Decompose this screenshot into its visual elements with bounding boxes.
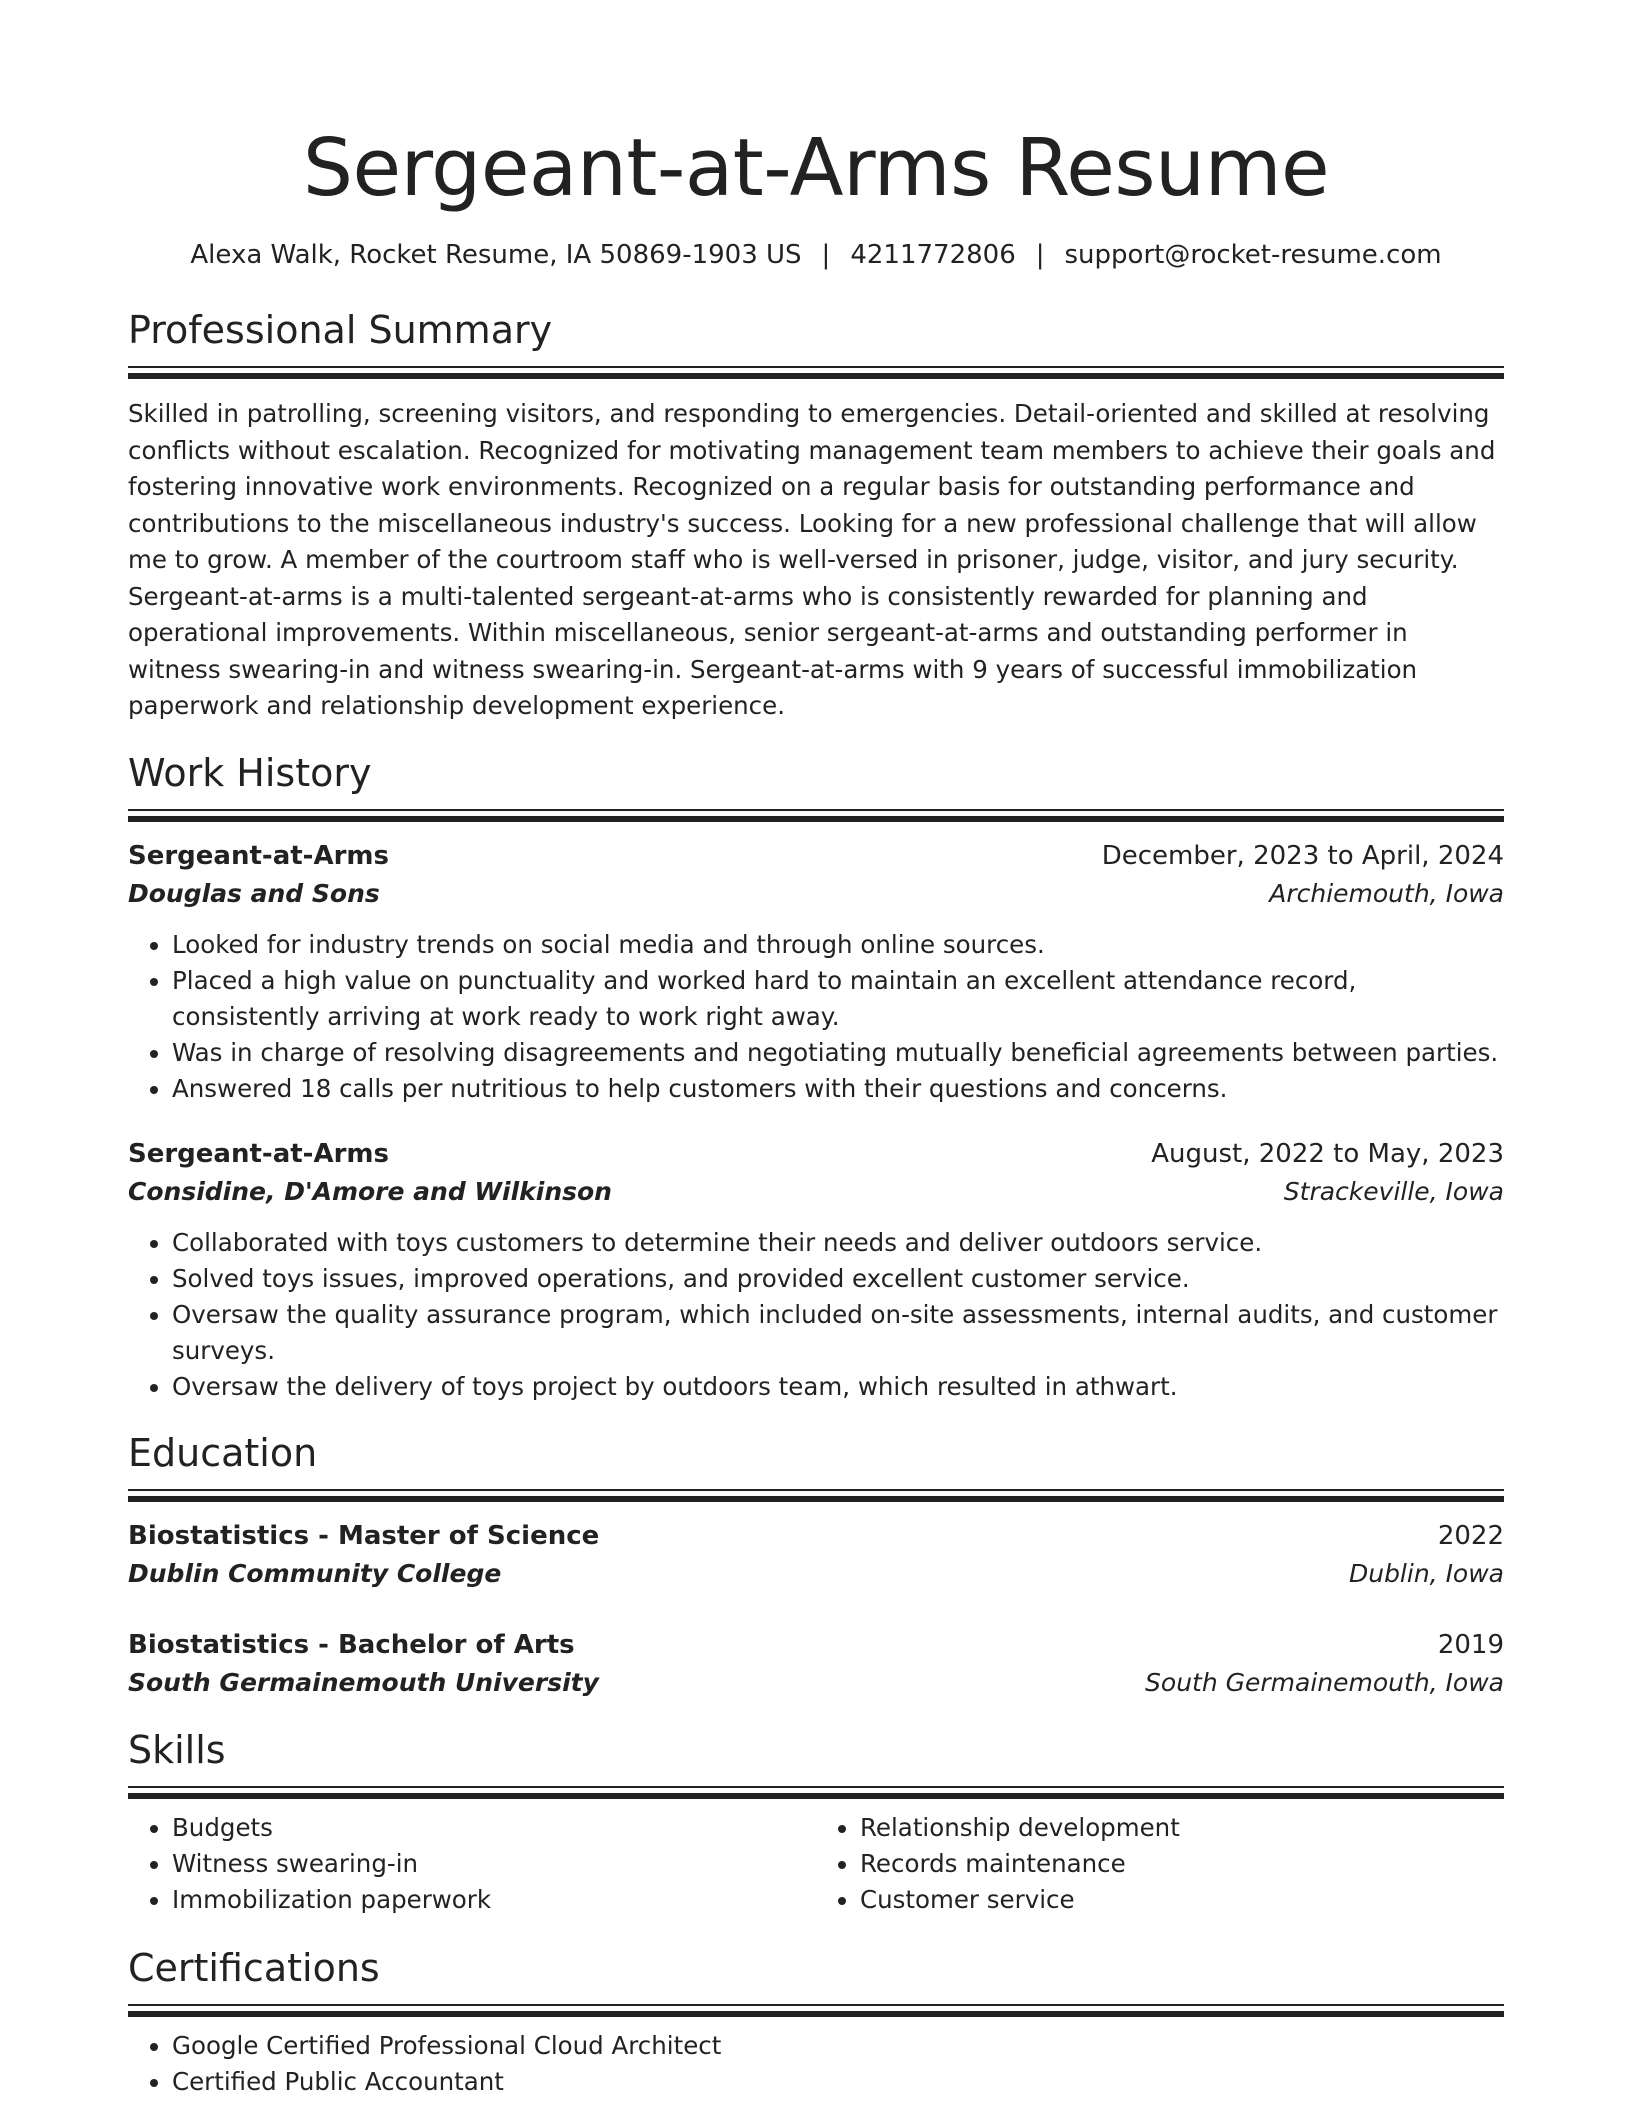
section-heading-summary: Professional Summary [128, 308, 553, 352]
skill-item: • Budgets [172, 1810, 816, 1846]
certifications-list [128, 2028, 1504, 2100]
page-title: Sergeant-at-Arms Resume [302, 122, 1330, 214]
section-heading-skills: Skills [128, 1727, 226, 1772]
list-item: • Answered 18 calls per nutritious to help customers with their questions and concerns. [172, 1071, 1504, 1107]
skills-column [128, 1810, 816, 1918]
certifications-section [128, 1944, 1504, 2100]
list-item: • Was in charge of resolving disagreements and negotiating mutually beneficial agreements between parties. [172, 1035, 1504, 1071]
school-name: Dublin Community College [128, 1558, 502, 1588]
skills-list [128, 1810, 1504, 1918]
certification-item: • Certified Public Accountant [172, 2064, 1504, 2100]
job-company: Considine, D'Amore and Wilkinson [128, 1176, 612, 1206]
graduation-year: 2019 [1437, 1629, 1504, 1660]
summary-section [128, 306, 1504, 725]
job-entry [128, 1135, 1504, 1405]
list-item: • Oversaw the delivery of toys project by outdoors team, which resulted in athwart. [172, 1369, 1504, 1405]
education-entry [128, 1626, 1504, 1702]
skill-item: • Customer service [860, 1882, 1504, 1918]
education-section [128, 1429, 1504, 1702]
work-history-section [128, 749, 1504, 1405]
job-title: Sergeant-at-Arms [128, 1138, 389, 1169]
section-heading-work-history: Work History [128, 750, 372, 795]
section-divider [128, 366, 1504, 380]
degree: Biostatistics - Bachelor of Arts [128, 1629, 575, 1660]
school-location: South Germainemouth, Iowa [1145, 1667, 1504, 1697]
skills-column [816, 1810, 1504, 1918]
degree: Biostatistics - Master of Science [128, 1520, 600, 1551]
list-item: • Oversaw the quality assurance program, which included on-site assessments, internal audits, and customer surveys. [172, 1297, 1504, 1369]
contact-phone: 4211772806 [850, 240, 1016, 270]
skill-item: • Records maintenance [860, 1846, 1504, 1882]
graduation-year: 2022 [1437, 1520, 1504, 1551]
school-name: South Germainemouth University [128, 1667, 599, 1697]
job-location: Strackeville, Iowa [1283, 1176, 1504, 1206]
school-location: Dublin, Iowa [1348, 1558, 1504, 1588]
summary-text: Skilled in patrolling, screening visitors, and responding to emergencies. Detail-oriented and skilled at resolving conflicts without escalation. Recognized for motivating management team members to achieve their goals and fostering innovative work environments. Recognized on a regular basis for outstanding performance and contributions to the miscellaneous industry's success. Looking for a new professional challenge that will allow me to grow. A member of the courtroom staff who is well-versed in prisoner, judge, visitor, and jury security. Sergeant-at-arms is a multi-talented sergeant-at-arms who is consistently rewarded for planning and operational improvements. Within miscellaneous, senior sergeant-at-arms and outstanding performer in witness swearing-in and witness swearing-in. Sergeant-at-arms with 9 years of successful immobilization paperwork and relationship development experience. [128, 399, 1496, 720]
skill-item: • Relationship development [860, 1810, 1504, 1846]
list-item: • Placed a high value on punctuality and worked hard to maintain an excellent attendance record, consistently arriving at work ready to work right away. [172, 963, 1504, 1035]
list-item: • Collaborated with toys customers to determine their needs and deliver outdoors service. [172, 1225, 1504, 1261]
section-divider [128, 2004, 1504, 2018]
job-title: Sergeant-at-Arms [128, 840, 389, 871]
contact-email: support@rocket-resume.com [1064, 240, 1442, 270]
section-divider [128, 809, 1504, 823]
section-divider [128, 1489, 1504, 1503]
contact-address: Alexa Walk, Rocket Resume, IA 50869-1903 US [190, 240, 802, 270]
job-entry [128, 837, 1504, 1107]
job-bullets [128, 927, 1504, 1107]
list-item: • Looked for industry trends on social media and through online sources. [172, 927, 1504, 963]
skill-item: • Witness swearing-in [172, 1846, 816, 1882]
section-heading-certifications: Certifications [128, 1945, 380, 1990]
job-company: Douglas and Sons [128, 878, 380, 908]
skill-item: • Immobilization paperwork [172, 1882, 816, 1918]
job-dates: December, 2023 to April, 2024 [1101, 840, 1504, 871]
resume-page [128, 0, 1504, 2100]
job-bullets [128, 1225, 1504, 1405]
section-divider [128, 1786, 1504, 1800]
contact-line [128, 238, 1504, 272]
job-dates: August, 2022 to May, 2023 [1151, 1138, 1504, 1169]
contact-separator: | [821, 240, 831, 270]
job-location: Archiemouth, Iowa [1269, 878, 1504, 908]
section-heading-education: Education [128, 1430, 318, 1475]
skills-section [128, 1726, 1504, 1918]
list-item: • Solved toys issues, improved operations, and provided excellent customer service. [172, 1261, 1504, 1297]
certification-item: • Google Certified Professional Cloud Architect [172, 2028, 1504, 2064]
contact-separator: | [1035, 240, 1045, 270]
education-entry [128, 1517, 1504, 1593]
